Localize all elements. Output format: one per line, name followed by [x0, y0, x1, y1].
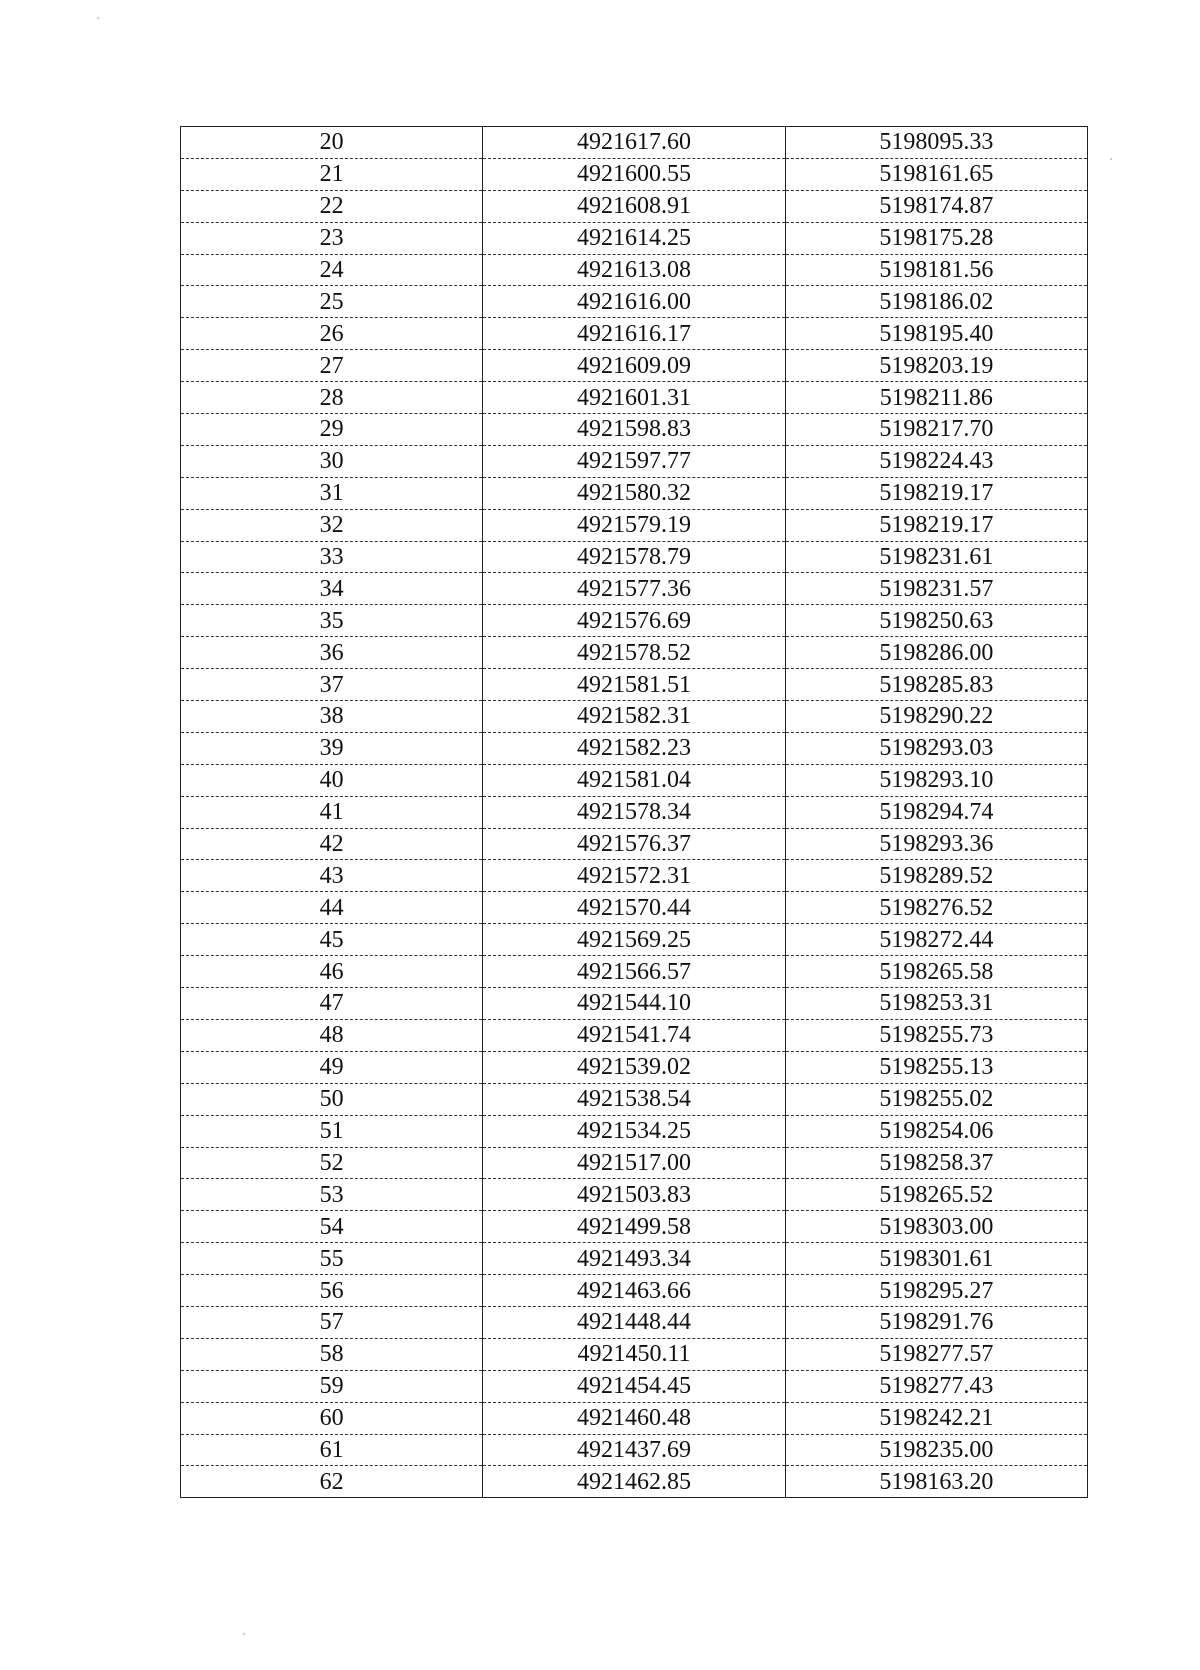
y-coordinate-cell: 5198231.57	[785, 573, 1087, 605]
x-coordinate-cell: 4921569.25	[483, 924, 785, 956]
y-coordinate-cell: 5198231.61	[785, 541, 1087, 573]
table-row	[181, 254, 1088, 286]
x-coordinate-cell: 4921503.83	[483, 1179, 785, 1211]
x-coordinate-cell: 4921566.57	[483, 956, 785, 988]
y-coordinate-cell: 5198265.52	[785, 1179, 1087, 1211]
point-number-cell: 27	[181, 350, 483, 382]
point-number-cell: 37	[181, 669, 483, 701]
x-coordinate-cell: 4921600.55	[483, 158, 785, 190]
table-row	[181, 158, 1088, 190]
point-number-cell: 54	[181, 1211, 483, 1243]
point-number-cell: 38	[181, 701, 483, 733]
table-row	[181, 414, 1088, 446]
point-number-cell: 25	[181, 286, 483, 318]
table-row	[181, 860, 1088, 892]
point-number-cell: 62	[181, 1466, 483, 1498]
table-row	[181, 956, 1088, 988]
y-coordinate-cell: 5198294.74	[785, 796, 1087, 828]
x-coordinate-cell: 4921499.58	[483, 1211, 785, 1243]
table-row	[181, 1402, 1088, 1434]
y-coordinate-cell: 5198293.03	[785, 732, 1087, 764]
y-coordinate-cell: 5198291.76	[785, 1306, 1087, 1338]
table-row	[181, 222, 1088, 254]
y-coordinate-cell: 5198293.36	[785, 828, 1087, 860]
x-coordinate-cell: 4921572.31	[483, 860, 785, 892]
table-row	[181, 764, 1088, 796]
point-number-cell: 51	[181, 1115, 483, 1147]
table-row	[181, 350, 1088, 382]
x-coordinate-cell: 4921614.25	[483, 222, 785, 254]
table-row	[181, 318, 1088, 350]
y-coordinate-cell: 5198285.83	[785, 669, 1087, 701]
x-coordinate-cell: 4921597.77	[483, 445, 785, 477]
point-number-cell: 57	[181, 1306, 483, 1338]
table-row	[181, 988, 1088, 1020]
x-coordinate-cell: 4921617.60	[483, 127, 785, 159]
table-row	[181, 1115, 1088, 1147]
table-row	[181, 477, 1088, 509]
table-row	[181, 892, 1088, 924]
point-number-cell: 52	[181, 1147, 483, 1179]
y-coordinate-cell: 5198277.43	[785, 1370, 1087, 1402]
y-coordinate-cell: 5198186.02	[785, 286, 1087, 318]
point-number-cell: 22	[181, 190, 483, 222]
table-row	[181, 1466, 1088, 1498]
point-number-cell: 33	[181, 541, 483, 573]
point-number-cell: 36	[181, 637, 483, 669]
table-row	[181, 573, 1088, 605]
y-coordinate-cell: 5198242.21	[785, 1402, 1087, 1434]
point-number-cell: 32	[181, 509, 483, 541]
point-number-cell: 46	[181, 956, 483, 988]
table-row	[181, 382, 1088, 414]
point-number-cell: 60	[181, 1402, 483, 1434]
y-coordinate-cell: 5198277.57	[785, 1338, 1087, 1370]
point-number-cell: 26	[181, 318, 483, 350]
y-coordinate-cell: 5198276.52	[785, 892, 1087, 924]
point-number-cell: 40	[181, 764, 483, 796]
point-number-cell: 59	[181, 1370, 483, 1402]
y-coordinate-cell: 5198163.20	[785, 1466, 1087, 1498]
x-coordinate-cell: 4921580.32	[483, 477, 785, 509]
point-number-cell: 39	[181, 732, 483, 764]
y-coordinate-cell: 5198175.28	[785, 222, 1087, 254]
y-coordinate-cell: 5198289.52	[785, 860, 1087, 892]
point-number-cell: 30	[181, 445, 483, 477]
point-number-cell: 23	[181, 222, 483, 254]
y-coordinate-cell: 5198303.00	[785, 1211, 1087, 1243]
point-number-cell: 44	[181, 892, 483, 924]
point-number-cell: 29	[181, 414, 483, 446]
y-coordinate-cell: 5198195.40	[785, 318, 1087, 350]
point-number-cell: 31	[181, 477, 483, 509]
point-number-cell: 50	[181, 1083, 483, 1115]
point-number-cell: 45	[181, 924, 483, 956]
table-row	[181, 605, 1088, 637]
x-coordinate-cell: 4921448.44	[483, 1306, 785, 1338]
x-coordinate-cell: 4921616.17	[483, 318, 785, 350]
point-number-cell: 56	[181, 1275, 483, 1307]
table-row	[181, 1211, 1088, 1243]
x-coordinate-cell: 4921541.74	[483, 1019, 785, 1051]
y-coordinate-cell: 5198174.87	[785, 190, 1087, 222]
point-number-cell: 47	[181, 988, 483, 1020]
point-number-cell: 21	[181, 158, 483, 190]
x-coordinate-cell: 4921582.23	[483, 732, 785, 764]
y-coordinate-cell: 5198272.44	[785, 924, 1087, 956]
y-coordinate-cell: 5198301.61	[785, 1243, 1087, 1275]
table-row	[181, 828, 1088, 860]
y-coordinate-cell: 5198254.06	[785, 1115, 1087, 1147]
x-coordinate-cell: 4921517.00	[483, 1147, 785, 1179]
x-coordinate-cell: 4921570.44	[483, 892, 785, 924]
x-coordinate-cell: 4921462.85	[483, 1466, 785, 1498]
point-number-cell: 61	[181, 1434, 483, 1466]
table-row	[181, 1370, 1088, 1402]
x-coordinate-cell: 4921581.51	[483, 669, 785, 701]
table-row	[181, 1275, 1088, 1307]
coordinates-table-body	[181, 127, 1088, 1498]
x-coordinate-cell: 4921581.04	[483, 764, 785, 796]
x-coordinate-cell: 4921578.52	[483, 637, 785, 669]
table-row	[181, 190, 1088, 222]
y-coordinate-cell: 5198250.63	[785, 605, 1087, 637]
table-row	[181, 445, 1088, 477]
point-number-cell: 20	[181, 127, 483, 159]
point-number-cell: 35	[181, 605, 483, 637]
table-row	[181, 1306, 1088, 1338]
table-row	[181, 1019, 1088, 1051]
x-coordinate-cell: 4921598.83	[483, 414, 785, 446]
x-coordinate-cell: 4921534.25	[483, 1115, 785, 1147]
y-coordinate-cell: 5198286.00	[785, 637, 1087, 669]
x-coordinate-cell: 4921576.37	[483, 828, 785, 860]
y-coordinate-cell: 5198290.22	[785, 701, 1087, 733]
x-coordinate-cell: 4921450.11	[483, 1338, 785, 1370]
x-coordinate-cell: 4921538.54	[483, 1083, 785, 1115]
y-coordinate-cell: 5198253.31	[785, 988, 1087, 1020]
table-row	[181, 701, 1088, 733]
y-coordinate-cell: 5198217.70	[785, 414, 1087, 446]
point-number-cell: 24	[181, 254, 483, 286]
table-row	[181, 286, 1088, 318]
x-coordinate-cell: 4921608.91	[483, 190, 785, 222]
x-coordinate-cell: 4921578.34	[483, 796, 785, 828]
table-row	[181, 669, 1088, 701]
table-row	[181, 1243, 1088, 1275]
coordinates-table	[180, 126, 1088, 1498]
y-coordinate-cell: 5198235.00	[785, 1434, 1087, 1466]
point-number-cell: 58	[181, 1338, 483, 1370]
x-coordinate-cell: 4921539.02	[483, 1051, 785, 1083]
point-number-cell: 42	[181, 828, 483, 860]
table-row	[181, 732, 1088, 764]
table-row	[181, 509, 1088, 541]
point-number-cell: 34	[181, 573, 483, 605]
table-row	[181, 1147, 1088, 1179]
x-coordinate-cell: 4921609.09	[483, 350, 785, 382]
y-coordinate-cell: 5198255.02	[785, 1083, 1087, 1115]
x-coordinate-cell: 4921578.79	[483, 541, 785, 573]
x-coordinate-cell: 4921577.36	[483, 573, 785, 605]
y-coordinate-cell: 5198258.37	[785, 1147, 1087, 1179]
x-coordinate-cell: 4921437.69	[483, 1434, 785, 1466]
scan-speck	[1110, 158, 1112, 160]
y-coordinate-cell: 5198203.19	[785, 350, 1087, 382]
y-coordinate-cell: 5198293.10	[785, 764, 1087, 796]
x-coordinate-cell: 4921616.00	[483, 286, 785, 318]
y-coordinate-cell: 5198265.58	[785, 956, 1087, 988]
y-coordinate-cell: 5198255.13	[785, 1051, 1087, 1083]
x-coordinate-cell: 4921576.69	[483, 605, 785, 637]
point-number-cell: 53	[181, 1179, 483, 1211]
table-row	[181, 1051, 1088, 1083]
point-number-cell: 28	[181, 382, 483, 414]
point-number-cell: 55	[181, 1243, 483, 1275]
x-coordinate-cell: 4921544.10	[483, 988, 785, 1020]
y-coordinate-cell: 5198295.27	[785, 1275, 1087, 1307]
table-row	[181, 541, 1088, 573]
y-coordinate-cell: 5198161.65	[785, 158, 1087, 190]
x-coordinate-cell: 4921601.31	[483, 382, 785, 414]
x-coordinate-cell: 4921454.45	[483, 1370, 785, 1402]
scan-speck	[97, 17, 99, 19]
table-row	[181, 1083, 1088, 1115]
table-row	[181, 1434, 1088, 1466]
y-coordinate-cell: 5198211.86	[785, 382, 1087, 414]
point-number-cell: 41	[181, 796, 483, 828]
x-coordinate-cell: 4921463.66	[483, 1275, 785, 1307]
y-coordinate-cell: 5198224.43	[785, 445, 1087, 477]
y-coordinate-cell: 5198255.73	[785, 1019, 1087, 1051]
table-row	[181, 127, 1088, 159]
x-coordinate-cell: 4921582.31	[483, 701, 785, 733]
y-coordinate-cell: 5198219.17	[785, 477, 1087, 509]
table-row	[181, 637, 1088, 669]
x-coordinate-cell: 4921493.34	[483, 1243, 785, 1275]
x-coordinate-cell: 4921579.19	[483, 509, 785, 541]
point-number-cell: 49	[181, 1051, 483, 1083]
y-coordinate-cell: 5198095.33	[785, 127, 1087, 159]
point-number-cell: 43	[181, 860, 483, 892]
table-row	[181, 924, 1088, 956]
scan-speck	[243, 1633, 245, 1635]
y-coordinate-cell: 5198219.17	[785, 509, 1087, 541]
y-coordinate-cell: 5198181.56	[785, 254, 1087, 286]
x-coordinate-cell: 4921613.08	[483, 254, 785, 286]
x-coordinate-cell: 4921460.48	[483, 1402, 785, 1434]
table-row	[181, 1338, 1088, 1370]
table-row	[181, 1179, 1088, 1211]
point-number-cell: 48	[181, 1019, 483, 1051]
table-row	[181, 796, 1088, 828]
